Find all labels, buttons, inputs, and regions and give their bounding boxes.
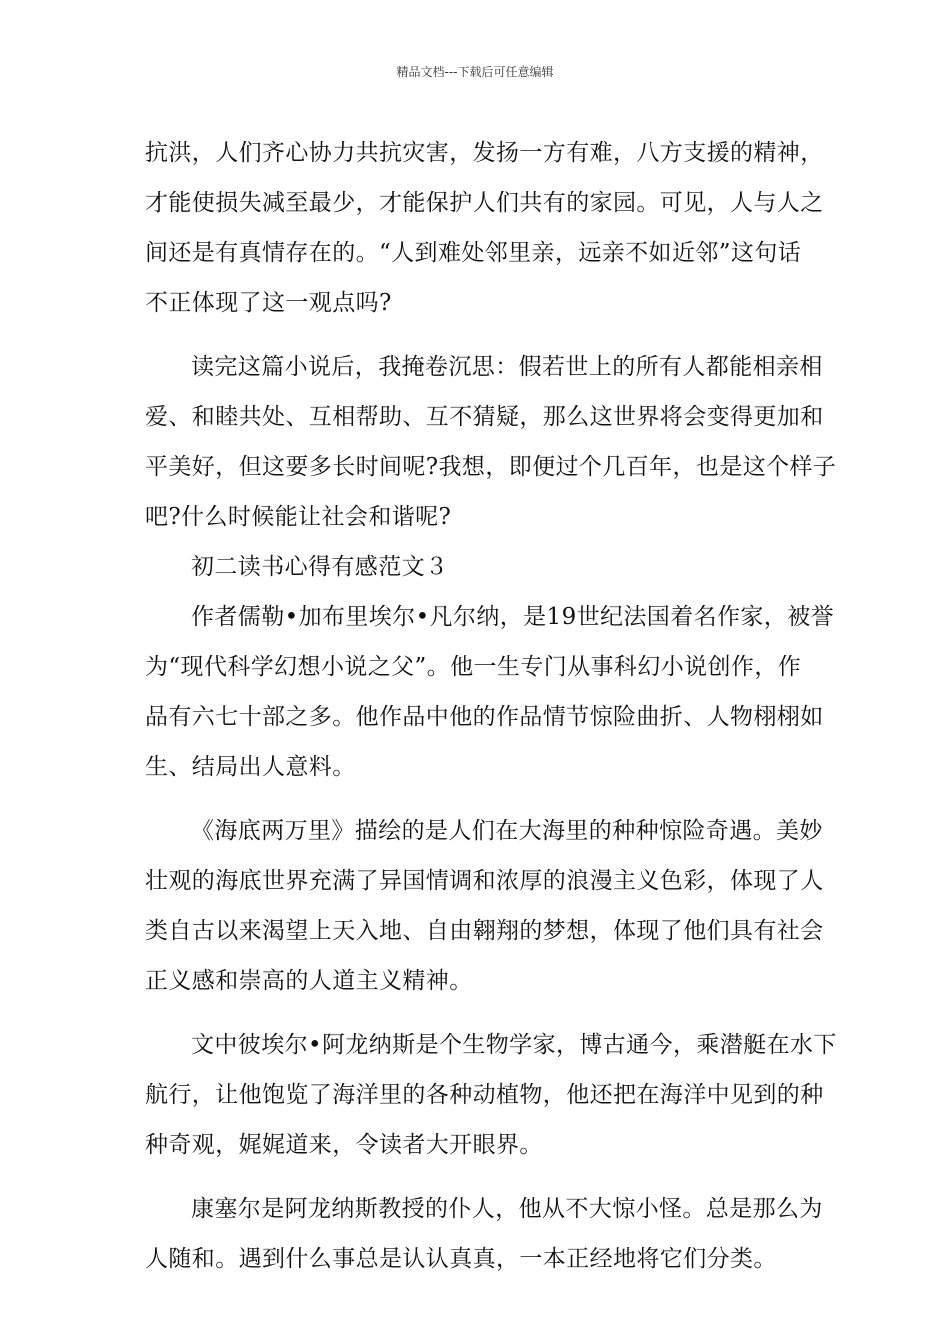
text-line: 类自古以来渴望上天入地、自由翱翔的梦想，体现了他们具有社会 — [145, 918, 824, 944]
paragraph-flood-relief — [145, 128, 824, 328]
text-line: 人随和。遇到什么事总是认认真真，一本正经地将它们分类。 — [145, 1246, 777, 1272]
text-line: 爱、和睦共处、互相帮助、互不猜疑，那么这世界将会变得更加和 — [145, 404, 824, 430]
text-line: 不正体现了这一观点吗? — [145, 290, 392, 316]
text-line: 间还是有真情存在的。“人到难处邻里亲，远亲不如近邻”这句话 — [145, 240, 802, 266]
text-line: 读完这篇小说后，我掩卷沉思：假若世上的所有人都能相亲相 — [191, 354, 823, 380]
text-line: 抗洪，人们齐心协力共抗灾害，发扬一方有难，八方支援的精神， — [145, 140, 824, 166]
paragraph-spacer — [145, 1006, 810, 1020]
text-line: 平美好，但这要多长时间呢?我想，即便过个几百年，也是这个样子 — [145, 454, 837, 480]
text-line: 文中彼埃尔•阿龙纳斯是个生物学家，博古通今，乘潜艇在水下 — [191, 1032, 837, 1058]
text-line: 正义感和崇高的人道主义精神。 — [145, 968, 473, 994]
text-line: 生、结局出人意料。 — [145, 754, 356, 780]
page-header: 精品文档---下载后可任意编辑 — [396, 65, 554, 79]
text-line: 康塞尔是阿龙纳斯教授的仆人，他从不大惊小怪。总是那么为 — [191, 1196, 823, 1222]
text-line: 吧?什么时候能让社会和谐呢? — [145, 504, 452, 530]
section-title: 初二读书心得有感范文３ — [191, 554, 449, 580]
text-line: 航行，让他饱览了海洋里的各种动植物，他还把在海洋中见到的种 — [145, 1082, 824, 1108]
paragraph-spacer — [145, 1170, 810, 1184]
document-body — [145, 128, 837, 1284]
paragraph-conseil — [145, 1184, 823, 1284]
paragraph-spacer — [145, 328, 810, 342]
text-line: 《海底两万里》描绘的是人们在大海里的种种惊险奇遇。美妙 — [191, 818, 823, 844]
text-line: 才能使损失减至最少，才能保护人们共有的家园。可见，人与人之 — [145, 190, 824, 216]
section-heading — [145, 542, 810, 592]
text-line: 种奇观，娓娓道来，令读者大开眼界。 — [145, 1132, 543, 1158]
paragraph-book-description — [145, 806, 824, 1006]
paragraph-author-intro — [145, 592, 834, 792]
text-line: 作者儒勒•加布里埃尔•凡尔纳，是19世纪法国着名作家，被誉 — [191, 604, 834, 630]
paragraph-reflection — [145, 342, 837, 542]
paragraph-spacer — [145, 792, 810, 806]
text-line: 为“现代科学幻想小说之父”。他一生专门从事科幻小说创作，作 — [145, 654, 802, 680]
text-line: 壮观的海底世界充满了异国情调和浓厚的浪漫主义色彩，体现了人 — [145, 868, 824, 894]
paragraph-aronnax — [145, 1020, 837, 1170]
text-line: 品有六七十部之多。他作品中他的作品情节惊险曲折、人物栩栩如 — [145, 704, 824, 730]
